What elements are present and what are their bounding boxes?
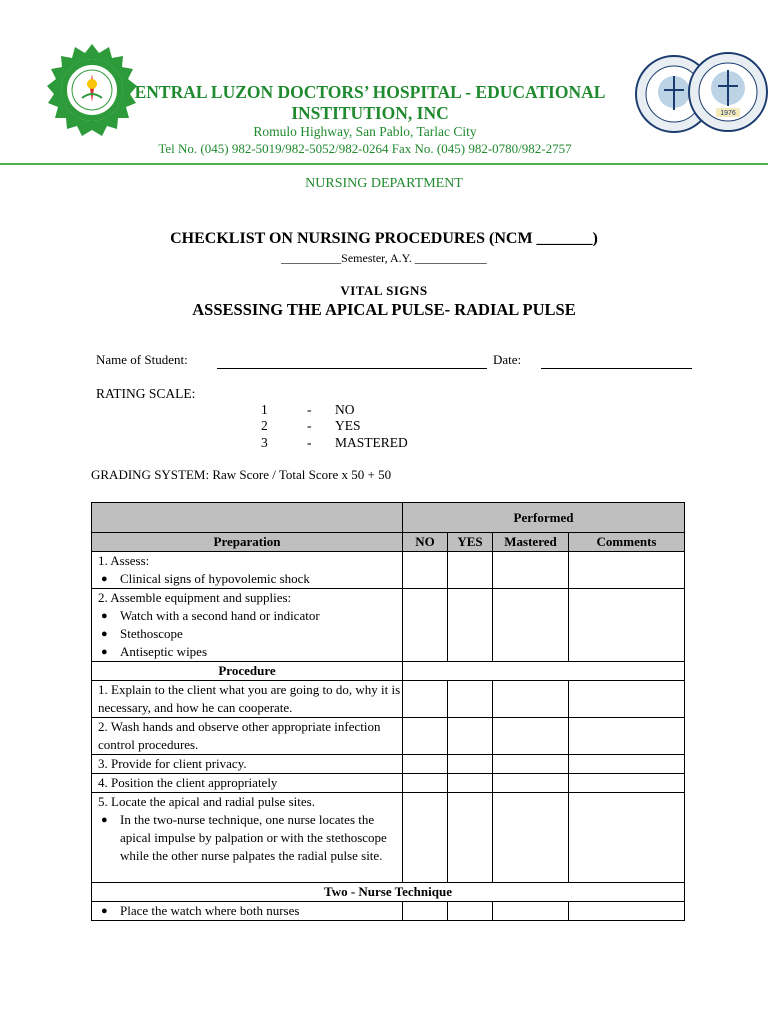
comments-cell[interactable] [569, 681, 685, 718]
comments-cell[interactable] [569, 774, 685, 793]
no-cell[interactable] [403, 681, 448, 718]
seal-year: 1976 [720, 110, 736, 117]
no-cell[interactable] [403, 902, 448, 921]
step-text: 2. Assemble equipment and supplies: [98, 590, 292, 605]
table-row [92, 755, 685, 774]
no-cell[interactable] [403, 755, 448, 774]
comments-cell[interactable] [569, 552, 685, 589]
rating-dash: - [307, 435, 312, 450]
step-text: 5. Locate the apical and radial pulse sites. [98, 794, 315, 809]
checklist-table [91, 502, 685, 921]
step-cell [92, 552, 403, 589]
rating-text: YES [335, 418, 361, 433]
bullet-item: ● In the two-nurse technique, one nurse locates the apical impulse by palpation or with the stethoscope while the other nurse palpates the radial pulse site. [98, 811, 402, 865]
comments-cell[interactable] [569, 755, 685, 774]
mastered-cell[interactable] [493, 589, 569, 662]
col-comments: Comments [569, 533, 685, 552]
yes-cell[interactable] [448, 589, 493, 662]
step-text: 3. Provide for client privacy. [92, 755, 403, 774]
procedure-title: ASSESSING THE APICAL PULSE- RADIAL PULSE [192, 300, 576, 319]
bullet-item: ● Stethoscope [98, 625, 402, 643]
step-cell [92, 902, 403, 921]
table-row [92, 774, 685, 793]
rating-dash: - [307, 402, 312, 417]
step-cell [92, 589, 403, 662]
rating-scale-label: RATING SCALE: [96, 386, 196, 401]
table-row [92, 681, 685, 718]
student-name-field[interactable] [217, 368, 487, 369]
mastered-cell[interactable] [493, 552, 569, 589]
grading-system: GRADING SYSTEM: Raw Score / Total Score x 50 + 50 [91, 467, 392, 482]
date-label: Date: [493, 352, 522, 367]
yes-cell[interactable] [448, 902, 493, 921]
col-no: NO [403, 533, 448, 552]
department-name: NURSING DEPARTMENT [305, 176, 463, 191]
bullet-item: ● Watch with a second hand or indicator [98, 607, 402, 625]
rating-dash: - [307, 418, 312, 433]
section-row [92, 662, 685, 681]
mastered-cell[interactable] [493, 681, 569, 718]
student-name-label: Name of Student: [96, 352, 188, 367]
table-row [92, 902, 685, 921]
no-cell[interactable] [403, 552, 448, 589]
table-row [92, 718, 685, 755]
hospital-name-line1: ENTRAL LUZON DOCTORS’ HOSPITAL - EDUCATIONAL [134, 82, 606, 102]
hospital-address: Romulo Highway, San Pablo, Tarlac City [253, 124, 477, 139]
comments-cell[interactable] [569, 902, 685, 921]
rating-num: 3 [261, 435, 268, 450]
comments-cell[interactable] [569, 793, 685, 883]
rating-text: MASTERED [335, 435, 408, 450]
mastered-cell[interactable] [493, 755, 569, 774]
no-cell[interactable] [403, 589, 448, 662]
yes-cell[interactable] [448, 793, 493, 883]
step-text: 1. Assess: [98, 553, 150, 568]
yes-cell[interactable] [448, 681, 493, 718]
yes-cell[interactable] [448, 755, 493, 774]
section-row [92, 883, 685, 902]
category-title: VITAL SIGNS [340, 283, 428, 298]
col-preparation: Preparation [92, 533, 403, 552]
two-nurse-section-header: Two - Nurse Technique [92, 883, 685, 902]
comments-cell[interactable] [569, 589, 685, 662]
no-cell[interactable] [403, 718, 448, 755]
bullet-item: ● Antiseptic wipes [98, 643, 402, 661]
college-of-nursing-seals [634, 50, 768, 136]
date-field[interactable] [541, 368, 692, 369]
table-row [92, 552, 685, 589]
comments-cell[interactable] [569, 718, 685, 755]
mastered-cell[interactable] [493, 718, 569, 755]
yes-cell[interactable] [448, 718, 493, 755]
col-yes: YES [448, 533, 493, 552]
semester-line: __________Semester, A.Y. ____________ [281, 251, 487, 265]
no-cell[interactable] [403, 774, 448, 793]
header-blank-cell [92, 503, 403, 533]
yes-cell[interactable] [448, 774, 493, 793]
bullet-item: ● Clinical signs of hypovolemic shock [98, 570, 402, 588]
step-text: 2. Wash hands and observe other appropriate infection control procedures. [92, 718, 403, 755]
rating-text: NO [335, 402, 355, 417]
step-text: 1. Explain to the client what you are going to do, why it is necessary, and how he can cooperate. [92, 681, 403, 718]
table-row [92, 589, 685, 662]
mastered-cell[interactable] [493, 793, 569, 883]
step-cell [92, 793, 403, 883]
rating-num: 1 [261, 402, 268, 417]
performed-header: Performed [403, 503, 685, 533]
header-divider [0, 163, 768, 165]
col-mastered: Mastered [493, 533, 569, 552]
hospital-name-line2: INSTITUTION, INC [291, 103, 449, 123]
bullet-item: ● Place the watch where both nurses [98, 902, 402, 920]
step-text: 4. Position the client appropriately [92, 774, 403, 793]
checklist-title: CHECKLIST ON NURSING PROCEDURES (NCM _______) [170, 230, 598, 247]
rating-num: 2 [261, 418, 268, 433]
table-row [92, 793, 685, 883]
procedure-section-header: Procedure [92, 662, 403, 681]
mastered-cell[interactable] [493, 902, 569, 921]
no-cell[interactable] [403, 793, 448, 883]
yes-cell[interactable] [448, 552, 493, 589]
hospital-contact: Tel No. (045) 982-5019/982-5052/982-0264 Fax No. (045) 982-0780/982-2757 [158, 141, 572, 156]
section-blank [403, 662, 685, 681]
mastered-cell[interactable] [493, 774, 569, 793]
